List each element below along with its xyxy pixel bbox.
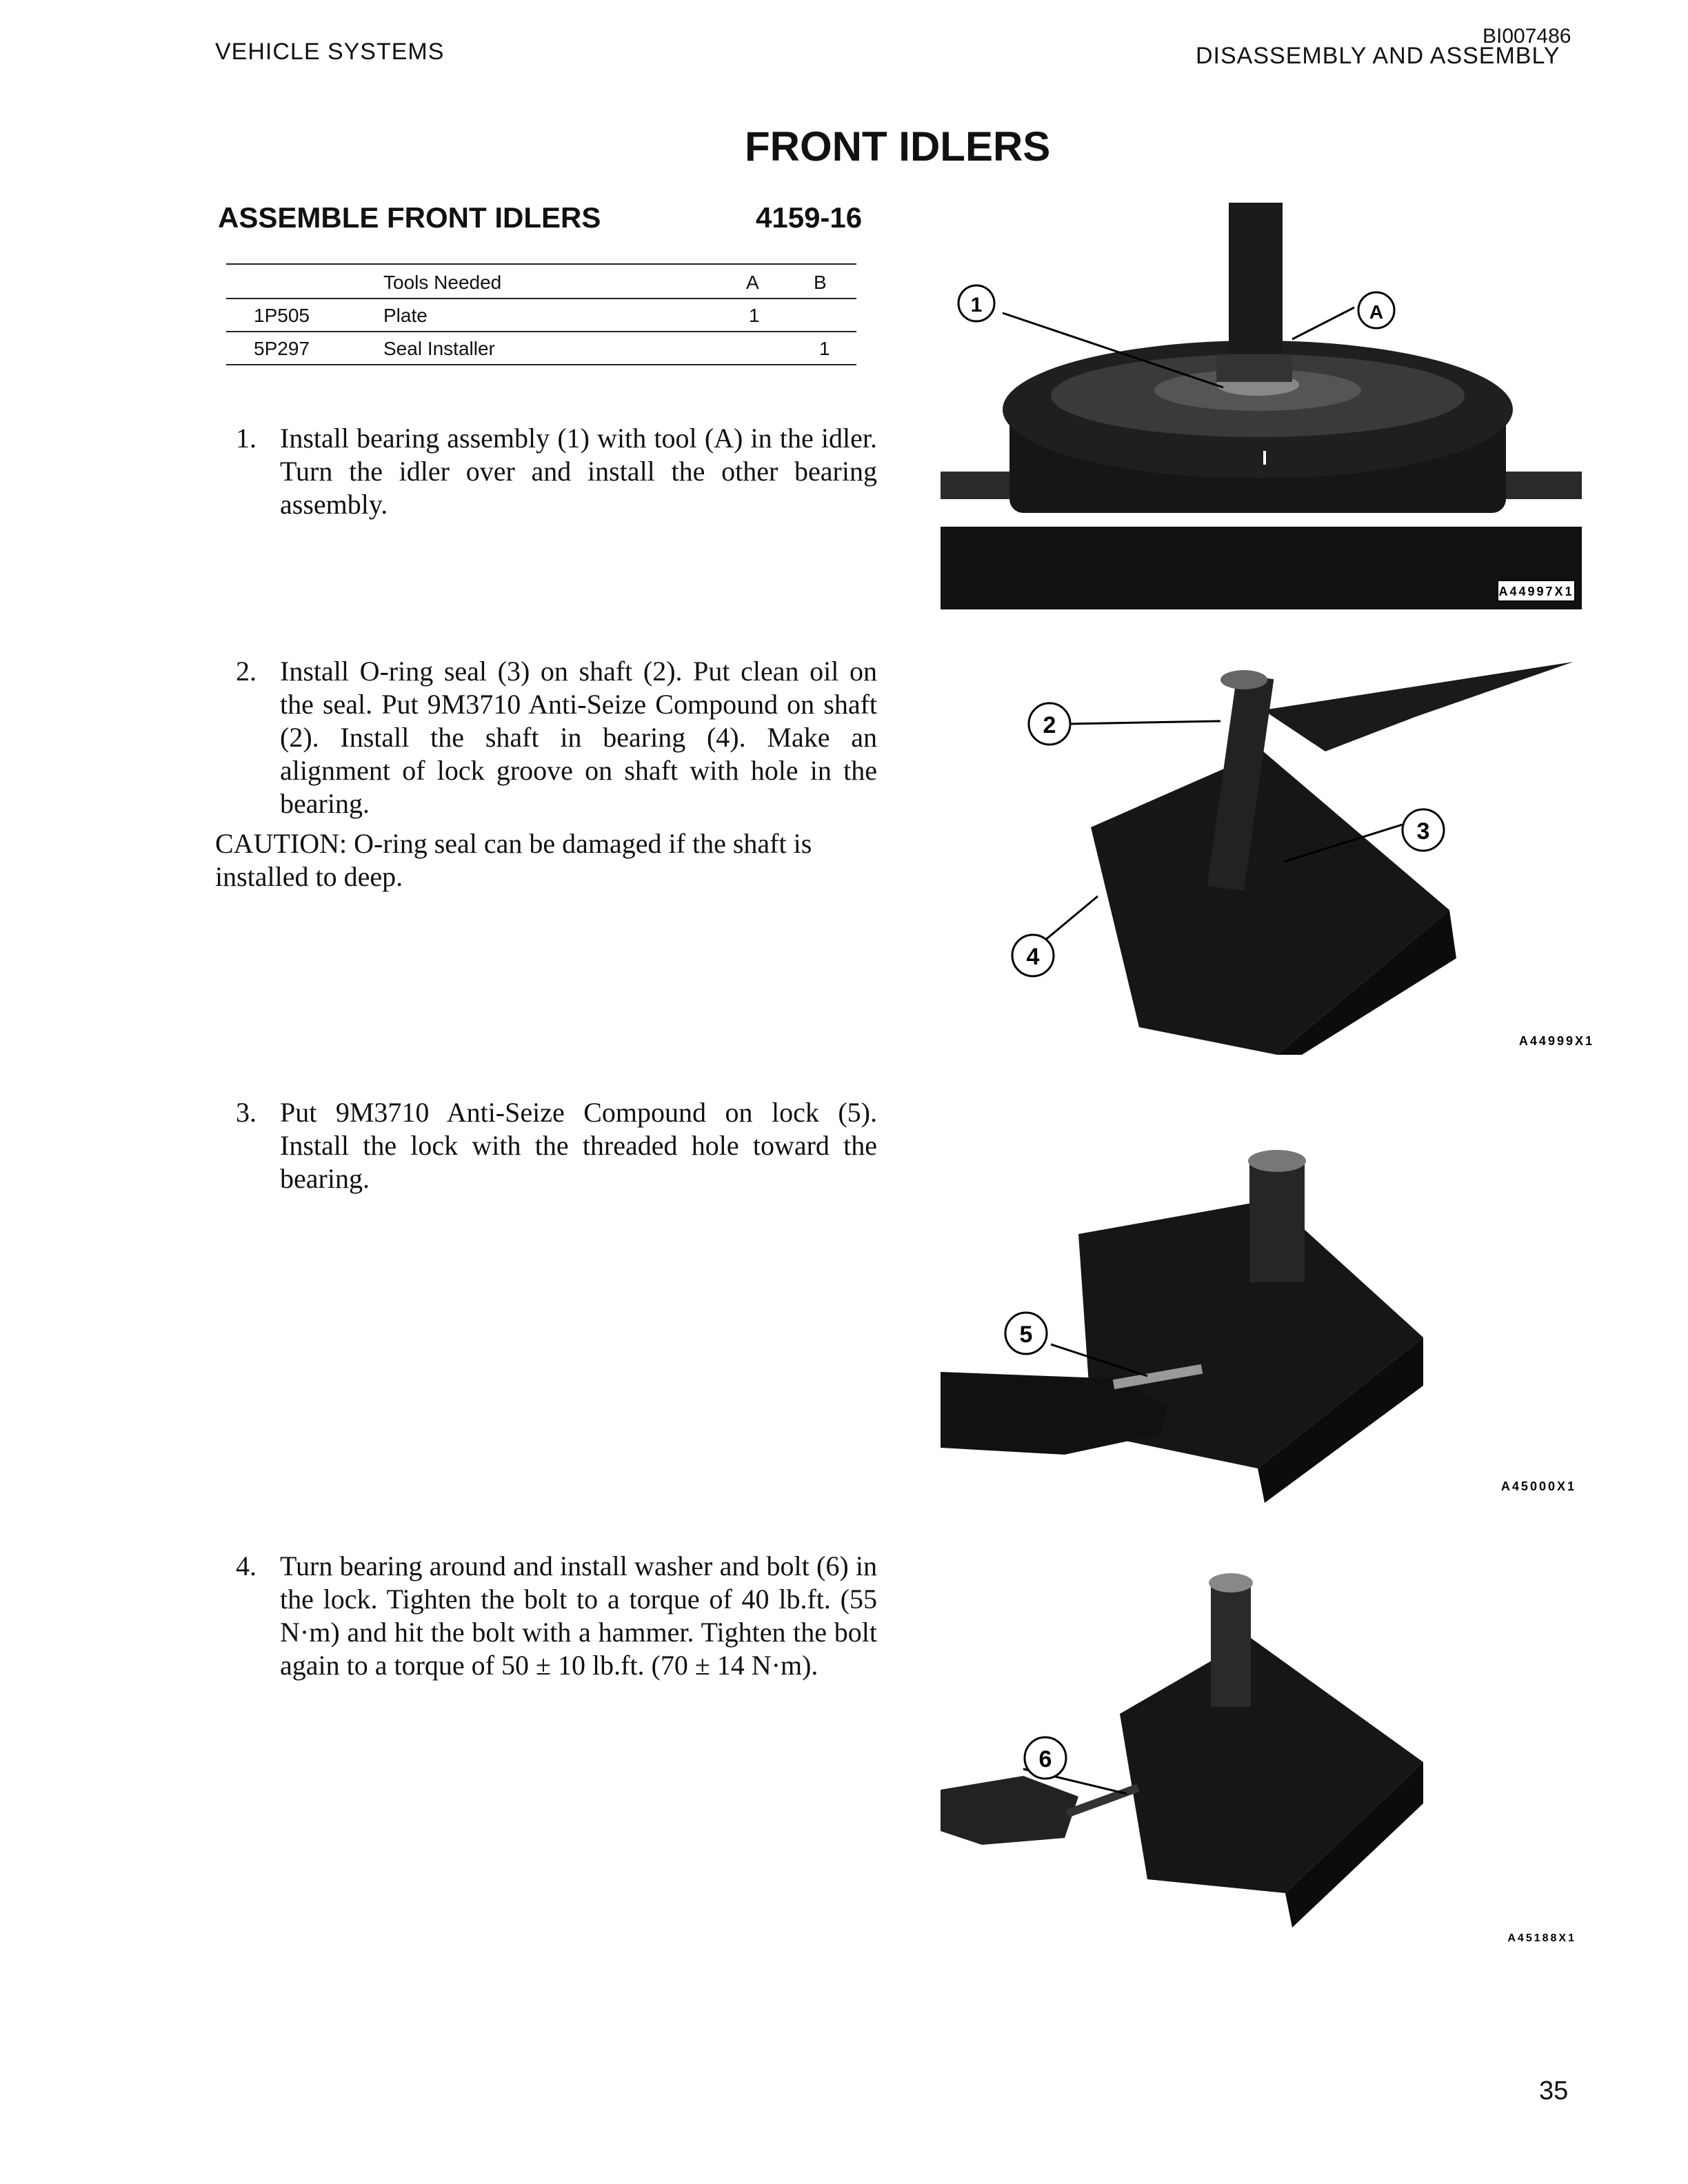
table-rule <box>226 298 856 299</box>
table-rule <box>226 364 856 365</box>
svg-text:4: 4 <box>1026 944 1040 970</box>
page-number: 35 <box>1539 2076 1569 2105</box>
svg-text:2: 2 <box>1043 712 1056 738</box>
svg-text:1: 1 <box>970 294 983 316</box>
step-number: 1. <box>236 423 257 454</box>
tools-header-description: Tools Needed <box>383 272 502 293</box>
figure-label: A45000X1 <box>1500 1479 1576 1493</box>
shaft <box>1211 1583 1251 1707</box>
tool-qty-b: 1 <box>819 338 830 359</box>
step-text: Turn bearing around and install washer and bolt (6) in the lock. Tighten the bolt to a torque of 40 lb.ft. (55 N·m) and hit the bolt with a hammer. Tighten the bolt again to a torque of 50 ± 10 lb.ft. (70 ± 14 N·m). <box>280 1550 877 1681</box>
callout-5 <box>1005 1313 1047 1354</box>
figure-bolt-torque <box>941 1555 1582 1948</box>
svg-text:6: 6 <box>1038 1746 1052 1772</box>
callout-1 <box>958 285 994 321</box>
callout-a <box>1358 292 1394 328</box>
step-number: 3. <box>236 1097 257 1128</box>
callout-4 <box>1012 935 1054 976</box>
figure-lock-install <box>941 1144 1582 1510</box>
step-number: 4. <box>236 1550 257 1581</box>
callout-3 <box>1403 809 1444 851</box>
callout-6 <box>1025 1737 1066 1779</box>
installer-tool-shaft <box>1229 203 1283 368</box>
figure-label: A44997X1 <box>1498 585 1574 598</box>
table-rule <box>226 263 856 265</box>
step-number: 2. <box>236 656 257 687</box>
tool-description: Plate <box>383 305 428 326</box>
document-number: BI007486 <box>1483 25 1571 48</box>
table-rule <box>226 331 856 332</box>
svg-text:A: A <box>1369 301 1384 323</box>
page-title: FRONT IDLERS <box>745 123 1051 170</box>
running-header-right: DISASSEMBLY AND ASSEMBLY <box>1196 43 1560 69</box>
step-3 <box>236 1096 877 1195</box>
tool-qty-a: 1 <box>749 305 760 326</box>
tools-header-col-b: B <box>814 272 827 293</box>
tools-header-col-a: A <box>746 272 759 293</box>
section-title: ASSEMBLE FRONT IDLERS <box>218 201 601 234</box>
svg-text:3: 3 <box>1416 818 1430 845</box>
step-text: Install O-ring seal (3) on shaft (2). Put clean oil on the seal. Put 9M3710 Anti-Seize Compound on shaft (2). Install the shaft in bearing (4). Make an alignment of lock groove on shaft with hole in the bearing. <box>280 656 877 819</box>
figure-label: A45188X1 <box>1507 1932 1576 1944</box>
svg-text:5: 5 <box>1019 1322 1033 1348</box>
callout-2 <box>1029 703 1070 745</box>
step-4 <box>236 1550 877 1682</box>
caution-note: CAUTION: O-ring seal can be damaged if the shaft is installed to deep. <box>215 828 812 892</box>
step-text: Put 9M3710 Anti-Seize Compound on lock (5). Install the lock with the threaded hole toward the bearing. <box>280 1097 877 1194</box>
section-code: 4159-16 <box>756 201 863 234</box>
tool-part-number: 1P505 <box>254 305 310 326</box>
figure-idler-bearing-install <box>941 203 1582 611</box>
base-shadow <box>941 527 1582 609</box>
step-text: Install bearing assembly (1) with tool (A) in the idler. Turn the idler over and install the other bearing assembly. <box>280 423 877 520</box>
shaft <box>1249 1158 1305 1282</box>
tool-part-number: 5P297 <box>254 338 310 359</box>
figure-label: A44999X1 <box>1518 1034 1594 1048</box>
figure-shaft-install <box>1001 655 1594 1055</box>
step-1 <box>236 422 877 521</box>
step-2 <box>236 655 877 820</box>
tool-description: Seal Installer <box>383 338 495 359</box>
running-header-left: VEHICLE SYSTEMS <box>215 39 445 65</box>
